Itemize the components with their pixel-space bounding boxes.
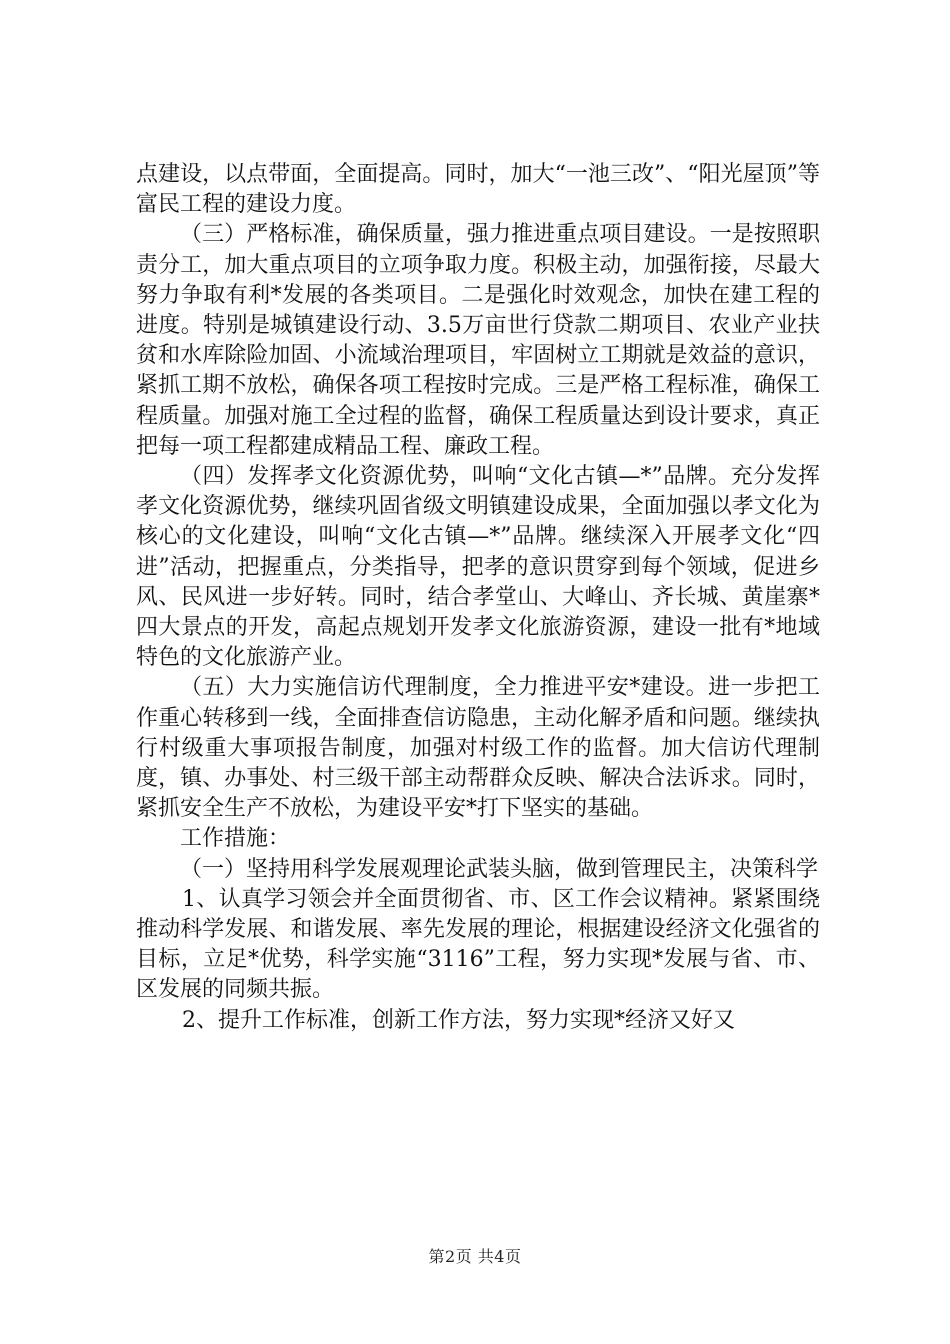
paragraph-item-2: 2、提升工作标准，创新工作方法，努力实现*经济又好又 xyxy=(182,1007,735,1033)
paragraph-item-1: 1、认真学习领会并全面贯彻省、市、区工作会议精神。紧紧围绕推动科学发展、和谐发展、率先发展的理论，根据建设经济文化强省的目标，立足*优势，科学实施“3116”工程，努力实现*发展与省、市、区发展的同频共振。 xyxy=(136,886,820,1003)
page-footer: 第2页 共4页 xyxy=(428,1247,522,1266)
paragraph-section-5: （五）大力实施信访代理制度，全力推进平安*建设。进一步把工作重心转移到一线，全面排查信访隐患，主动化解矛盾和问题。继续执行村级重大事项报告制度，加强对村级工作的监督。加大信访代理制度，镇、办事处、村三级干部主动帮群众反映、解决合法诉求。同时，紧抓安全生产不放松，为建设平安*打下坚实的基础。 xyxy=(136,675,820,822)
paragraph-continuation: 点建设，以点带面，全面提高。同时，加大“一池三改”、“阳光屋顶”等富民工程的建设力度。 xyxy=(136,162,820,218)
heading-work-measures: 工作措施： xyxy=(180,826,291,852)
paragraph-measure-1: （一）坚持用科学发展观理论武装头脑，做到管理民主，决策科学 xyxy=(180,856,819,882)
document-body xyxy=(136,160,820,1036)
paragraph-section-3: （三）严格标准，确保质量，强力推进重点项目建设。一是按照职责分工，加大重点项目的立项争取力度。积极主动，加强衔接，尽最大努力争取有利*发展的各类项目。二是强化时效观念，加快在建工程的进度。特别是城镇建设行动、3.5万亩世行贷款二期项目、农业产业扶贫和水库除险加固、小流域治理项目，牢固树立工期就是效益的意识，紧抓工期不放松，确保各项工程按时完成。三是严格工程标准，确保工程质量。加强对施工全过程的监督，确保工程质量达到设计要求，真正把每一项工程都建成精品工程、廉政工程。 xyxy=(136,222,820,459)
paragraph-section-4: （四）发挥孝文化资源优势，叫响“文化古镇—*”品牌。充分发挥孝文化资源优势，继续巩固省级文明镇建设成果，全面加强以孝文化为核心的文化建设，叫响“文化古镇—*”品牌。继续深入开展孝文化“四进”活动，把握重点，分类指导，把孝的意识贯穿到每个领域，促进乡风、民风进一步好转。同时，结合孝堂山、大峰山、齐长城、黄崖寨*四大景点的开发，高起点规划开发孝文化旅游资源，建设一批有*地域特色的文化旅游产业。 xyxy=(136,464,820,671)
